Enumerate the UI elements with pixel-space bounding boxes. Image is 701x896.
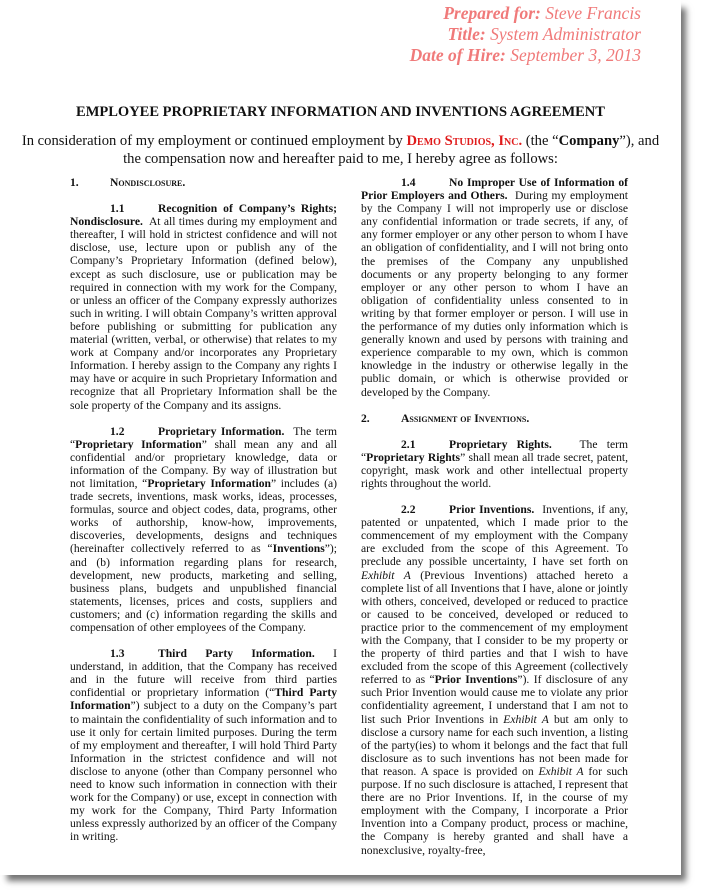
defined-term: Prior Inventions: [434, 673, 518, 687]
defined-term: Proprietary Information: [75, 437, 202, 451]
hire-date-label: Date of Hire:: [409, 45, 506, 65]
document-title: EMPLOYEE PROPRIETARY INFORMATION AND INVENTIONS AGREEMENT: [76, 104, 605, 120]
exhibit-reference: Exhibit A: [538, 764, 584, 778]
defined-term: Proprietary Rights: [366, 450, 461, 464]
job-title-line: [410, 24, 641, 45]
defined-term: Inventions: [272, 542, 325, 556]
paragraph-text: During my employment by the Company I will not improperly use or disclose any confidential information or trade secrets, if any, of any former employer or any other person to whom I have an obligation of confidentiality, and I will not bring onto the premises of the Company any unpublished documents or any property belonging to any former employer or any other person to whom I have an obligation of confidentiality unless consented to in writing by that former employer or person. I will use in the performance of my duties only information which is generally known and used by persons with training and experience comparable to my own, which is common knowledge in the industry or otherwise legally in the public domain, or which is otherwise provided or developed by the Company.: [361, 189, 629, 399]
paragraph-text: ” shall mean all trade secret, patent, copyright, mask work and other intellectual property rights throughout the world.: [361, 450, 628, 490]
prepared-for-value: Steve Francis: [545, 3, 641, 23]
paragraph-title: Proprietary Information.: [158, 424, 285, 438]
exhibit-reference: Exhibit A: [361, 568, 411, 582]
intro-text-2: (the “: [522, 133, 559, 149]
company-name: Demo Studios, Inc.: [406, 133, 523, 149]
paragraph-title: Recognition of Company’s Rights; Nondisclosure.: [70, 202, 337, 229]
paragraph-title: Third Party Information.: [158, 647, 315, 661]
section-heading-1: [70, 176, 337, 189]
paragraph-text: ” includes (a) trade secrets, inventions, mask works, ideas, processes, formulas, source and object codes, data, programs, other works of authorship, know-how, improvements, discoveries, developments, designs and techniques (hereinafter collectively referred to as “: [70, 476, 337, 556]
hire-date-line: [410, 45, 641, 66]
paragraph-title: Prior Inventions.: [449, 503, 535, 517]
paragraph-number: 1.4: [401, 176, 416, 189]
paragraph-title: Proprietary Rights.: [449, 437, 552, 451]
paragraph-1-3: [70, 647, 337, 843]
section-heading-2: [361, 412, 628, 425]
paragraph-2-1: [361, 438, 628, 490]
paragraph-text: for such purpose. If no such disclosure is attached, I represent that there are no Prior Inventions. If, in the course of my employment with the Company, I incorporate a Prior Invention into a Company product, process or machine, the Company is hereby granted and shall have a nonexclusive, royalty-free,: [361, 764, 628, 857]
section-title: Nondisclosure.: [110, 176, 186, 189]
right-column: [361, 176, 628, 870]
intro-text-3: ”), and the compensation now and hereafter paid to me, I hereby agree as follows:: [123, 133, 660, 167]
intro-text-1: In consideration of my employment or continued employment by: [21, 133, 407, 149]
prepared-for-block: [410, 3, 641, 66]
paragraph-text: ”). If disclosure of any such Prior Invention would cause me to violate any prior confidentiality agreement, I understand that I am not to list such Prior Inventions in: [361, 673, 628, 726]
job-title-label: Title:: [447, 24, 486, 44]
paragraph-text: The term “: [70, 424, 338, 451]
prepared-for-label: Prepared for:: [443, 3, 541, 23]
section-title: Assignment of Inventions.: [401, 411, 530, 425]
paragraph-text: but am only to disclose a cursory name for each such invention, a listing of the party(ies) to whom it belongs and the fact that full disclosure as to such inventions has not been made for that reason. A space is provided on: [361, 712, 628, 778]
intro-paragraph: [20, 132, 661, 168]
paragraph-1-2: [70, 425, 337, 635]
paragraph-text: Inventions, if any, patented or unpatented, which I made prior to the commencement of my employment with the Company are excluded from the scope of this Agreement. To preclude any possible uncertainty, I have set forth on: [361, 503, 629, 569]
paragraph-1-1: [70, 202, 337, 412]
company-defined-term: Company: [558, 133, 620, 149]
exhibit-reference: Exhibit A: [503, 712, 549, 726]
paragraph-number: 1.1: [110, 202, 125, 216]
paragraph-number: 1.3: [110, 647, 125, 661]
paragraph-2-2: [361, 503, 628, 857]
paragraph-1-4: [361, 176, 628, 399]
paragraph-number: 2.1: [401, 437, 416, 451]
paragraph-number: 2.2: [401, 503, 416, 517]
paragraph-number: 1.2: [110, 424, 125, 438]
hire-date-value: September 3, 2013: [510, 45, 641, 65]
paragraph-text: ”); and (b) information regarding plans for research, development, new products, marketing and selling, business plans, budgets and unpublished financial statements, licenses, prices and costs, suppliers and customers; and (c) information regarding the skills and compensation of other employees of the Company.: [70, 542, 337, 634]
section-number: 2.: [361, 411, 370, 425]
paragraph-text: ” shall mean any and all confidential and/or proprietary knowledge, data or information of the Company. By way of illustration but not limitation, “: [70, 437, 337, 490]
prepared-for-line: [410, 3, 641, 24]
left-column: [70, 176, 337, 857]
paragraph-text: At all times during my employment and thereafter, I will hold in strictest confidence and will not disclose, use, lecture upon or publish any of the Company’s Proprietary Information (defined below), except as such disclosure, use or publication may be required in connection with my work for the Company, or unless an officer of the Company expressly authorizes such in writing. I will obtain Company’s written approval before publishing or submitting for publication any material (written, verbal, or otherwise) that relates to my work at Company and/or incorporates any Proprietary Information. I hereby assign to the Company any rights I may have or acquire in such Proprietary Information and recognize that all Proprietary Information shall be the sole property of the Company and its assigns.: [70, 215, 337, 412]
job-title-value: System Administrator: [490, 24, 641, 44]
paragraph-title: No Improper Use of Information of Prior Employers and Others.: [361, 176, 628, 203]
paragraph-text: ”) subject to a duty on the Company’s part to maintain the confidentiality of such information and to use it only for certain limited purposes. During the term of my employment and thereafter, I will hold Third Party Information in the strictest confidence and will not disclose to anyone (other than Company personnel who need to know such information in connection with their work for the Company) or use, except in connection with my work for the Company, Third Party Information unless expressly authorized by an officer of the Company in writing.: [70, 699, 338, 844]
defined-term: Proprietary Information: [147, 476, 271, 490]
section-number: 1.: [70, 176, 79, 189]
paragraph-text: The term “: [361, 437, 628, 464]
paragraph-text: (Previous Inventions) attached hereto a complete list of all Inventions that I have, alone or jointly with others, conceived, developed or reduced to practice or caused to be conceived, developed or reduced to practice prior to the commencement of my employment with the Company, that I consider to be my property or the property of third parties and that I wish to have excluded from the scope of this Agreement (collectively referred to as “: [361, 568, 628, 687]
paragraph-text: I understand, in addition, that the Company has received and in the future will receive from third parties confidential or proprietary information (“: [70, 647, 338, 700]
defined-term: Third Party Information: [70, 686, 337, 713]
